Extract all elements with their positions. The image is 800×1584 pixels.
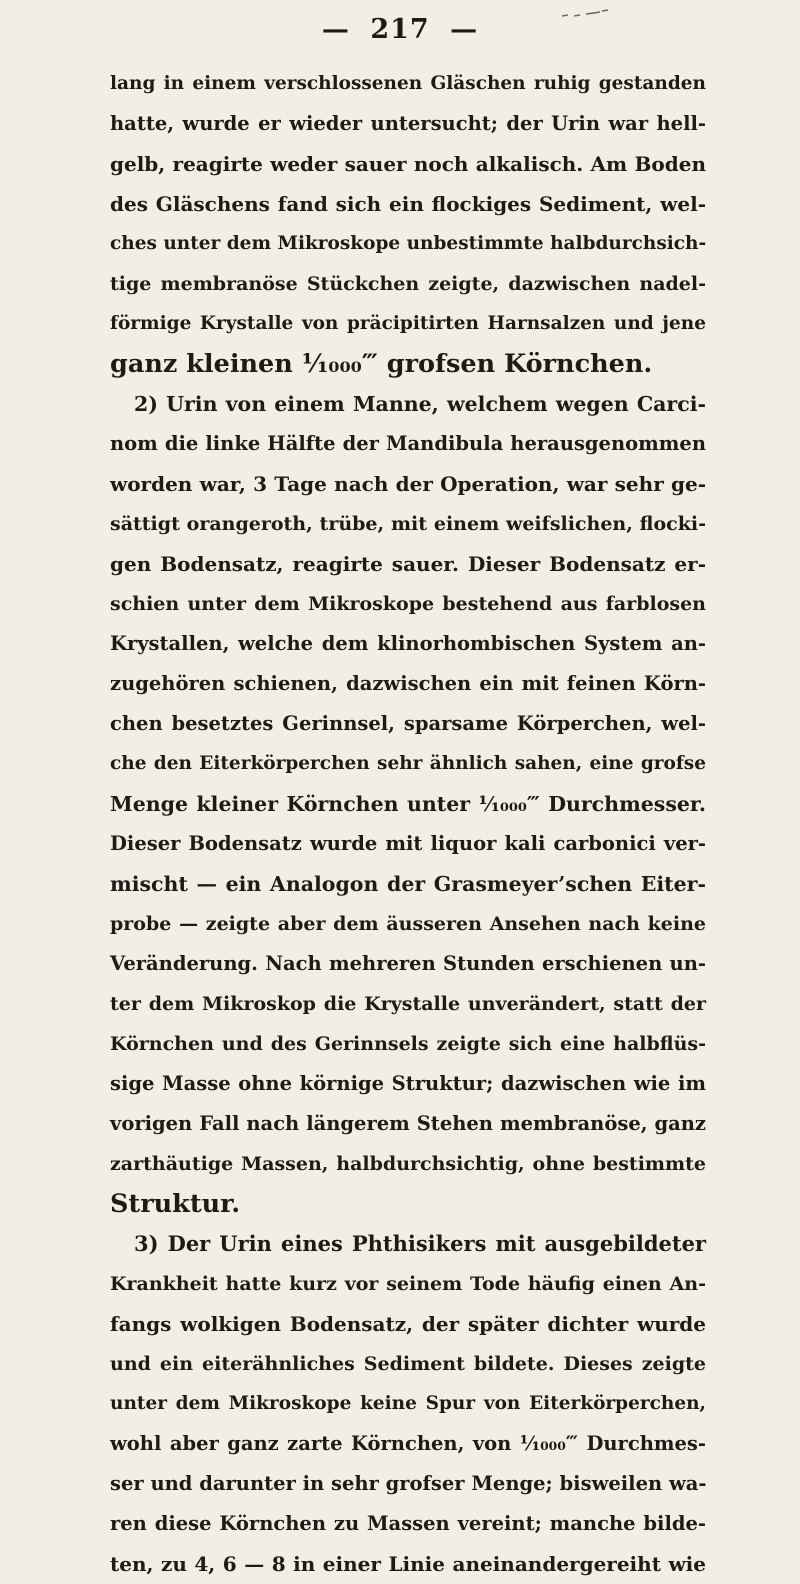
text-line: Körnchen und des Gerinnsels zeigte sich eine halbflüs- — [110, 1033, 706, 1055]
text-line: fangs wolkigen Bodensatz, der später dichter wurde — [110, 1312, 706, 1336]
text-line: sättigt orangeroth, trübe, mit einem weifslichen, flocki- — [110, 513, 706, 535]
text-line: gen Bodensatz, reagirte sauer. Dieser Bodensatz er- — [110, 552, 706, 576]
text-line: tige membranöse Stückchen zeigte, dazwischen nadel- — [110, 273, 706, 295]
text-line: Veränderung. Nach mehreren Stunden erschienen un- — [110, 952, 706, 975]
text-line: lang in einem verschlossenen Gläschen ruhig gestanden — [110, 73, 706, 94]
text-line: nom die linke Hälfte der Mandibula herausgenommen — [110, 432, 706, 455]
text-line: vorigen Fall nach längerem Stehen membranöse, ganz — [110, 1112, 706, 1135]
header-dash-right: — — [450, 14, 479, 45]
page-number: 217 — [370, 14, 430, 45]
text-line: ches unter dem Mikroskope unbestimmte halbdurchsich- — [110, 233, 707, 254]
header-dash-left: — — [321, 14, 350, 45]
text-line: wohl aber ganz zarte Körnchen, von ¹⁄₁₀₀₀‴ Durchmes- — [110, 1432, 706, 1455]
text-line: 2) Urin von einem Manne, welchem wegen Carci- — [134, 392, 706, 416]
text-line: gelb, reagirte weder sauer noch alkalisch. Am Boden — [110, 152, 706, 176]
text-line: ter dem Mikroskop die Krystalle unverändert, statt der — [110, 993, 706, 1015]
text-line: Krystallen, welche dem klinorhombischen System an- — [110, 632, 706, 655]
text-line: probe — zeigte aber dem äusseren Ansehen nach keine — [110, 913, 706, 935]
text-line: zarthäutige Massen, halbdurchsichtig, ohne bestimmte — [110, 1153, 706, 1175]
text-line: hatte, wurde er wieder untersucht; der Urin war hell- — [110, 112, 706, 135]
text-line: des Gläschens fand sich ein flockiges Sediment, wel- — [110, 192, 706, 216]
text-line: und ein eiterähnliches Sediment bildete. Dieses zeigte — [110, 1353, 706, 1375]
text-line: ten, zu 4, 6 — 8 in einer Linie aneinandergereiht wie — [110, 1552, 706, 1576]
text-line: Dieser Bodensatz wurde mit liquor kali carbonici ver- — [110, 832, 706, 855]
text-line: Menge kleiner Körnchen unter ¹⁄₁₀₀₀‴ Durchmesser. — [110, 792, 706, 816]
text-line: schien unter dem Mikroskope bestehend aus farblosen — [110, 593, 706, 615]
text-line: worden war, 3 Tage nach der Operation, war sehr ge- — [110, 472, 706, 496]
text-line: chen besetztes Gerinnsel, sparsame Körperchen, wel- — [110, 712, 706, 735]
text-line: mischt — ein Analogon der Grasmeyer’schen Eiter- — [110, 872, 706, 896]
body-text — [110, 64, 706, 1584]
text-line: förmige Krystalle von präcipitirten Harnsalzen und jene — [110, 313, 706, 334]
text-line: Krankheit hatte kurz vor seinem Tode häufig einen An- — [110, 1273, 706, 1295]
text-line: Struktur. — [110, 1189, 241, 1219]
text-line: 3) Der Urin eines Phthisikers mit ausgebildeter — [134, 1231, 706, 1256]
page-header — [0, 14, 800, 45]
text-line: che den Eiterkörperchen sehr ähnlich sahen, eine grofse — [110, 753, 706, 774]
text-line: ren diese Körnchen zu Massen vereint; manche bilde- — [110, 1512, 706, 1535]
text-line: ganz kleinen ¹⁄₁₀₀₀‴ grofsen Körnchen. — [110, 349, 653, 379]
text-line: sige Masse ohne körnige Struktur; dazwischen wie im — [110, 1072, 706, 1095]
text-line: unter dem Mikroskope keine Spur von Eiterkörperchen, — [110, 1393, 706, 1414]
text-line: zugehören schienen, dazwischen ein mit feinen Körn- — [110, 672, 706, 695]
text-line: ser und darunter in sehr grofser Menge; bisweilen wa- — [110, 1472, 707, 1495]
